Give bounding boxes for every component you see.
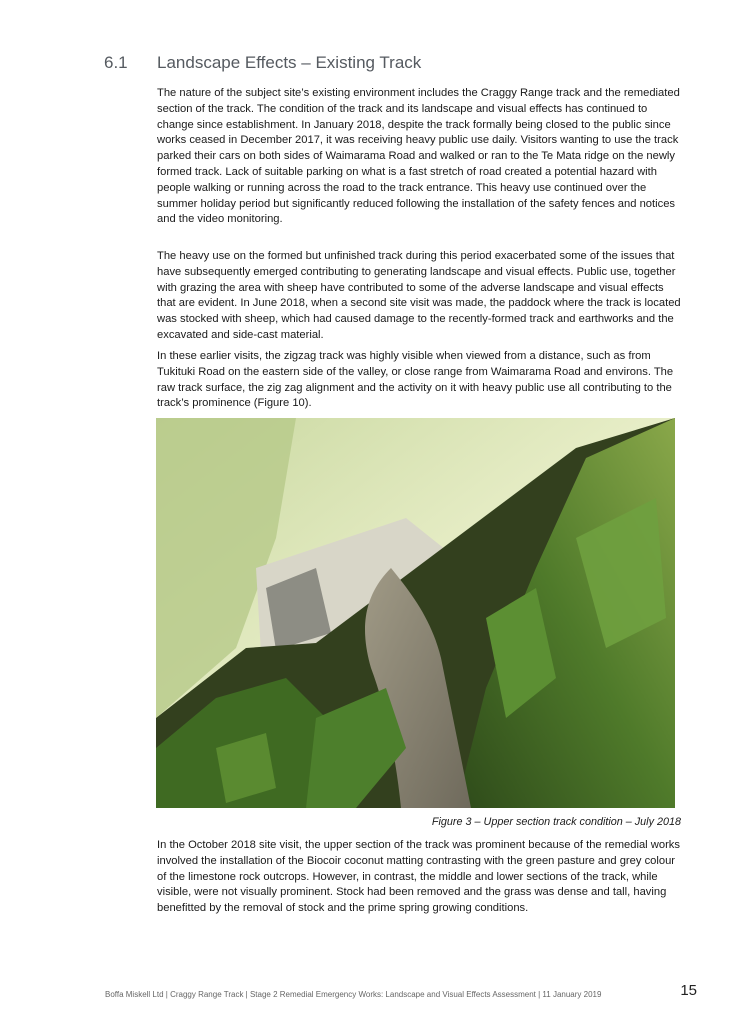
page-number: 15 [680,982,697,999]
section-number: 6.1 [104,53,128,72]
paragraph-1: The nature of the subject site’s existing environment includes the Craggy Range track and the remediated section of the track. The condition of the track and its landscape and visual effects has continued to change since establishment. In January 2018, despite the track formally being closed to the public since works ceased in December 2017, it was receiving heavy public use daily. Visitors wanting to use the track parked their cars on both sides of Waimarama Road and walked or ran to the Te Mata ridge on the newly formed track. Lack of suitable parking on what is a fast stretch of road created a potential hazard with people walking or running across the road to the track entrance. This heavy use continued over the summer holiday period but significantly reduced following the installation of the safety fences and notices and the video monitoring. [157,87,680,226]
paragraph-3: In these earlier visits, the zigzag track was highly visible when viewed from a distance, such as from Tukituki Road on the eastern side of the valley, or close range from Waimarama Road and environs. The raw track surface, the zig zag alignment and the activity on it with heavy public use all contributing to the track’s prominence (Figure 10). [157,350,674,410]
section-title: Landscape Effects – Existing Track [157,53,422,72]
section-heading [104,53,704,73]
paragraph-4: In the October 2018 site visit, the upper section of the track was prominent because of the remedial works involved the installation of the Biocoir coconut matting contrasting with the green pasture and grey colour of the limestone rock outcrops. However, in contrast, the middle and lower sections of the track, while visible, were not visually prominent. Stock had been removed and the grass was dense and tall, having benefitted by the removal of stock and the prime spring growing conditions. [157,839,680,915]
track-photo [156,418,675,808]
figure-caption: Figure 3 – Upper section track condition – July 2018 [431,816,681,828]
footer-text: Boffa Miskell Ltd | Craggy Range Track | Stage 2 Remedial Emergency Works: Landscape and Visual Effects Assessment | 11 January 2019 [105,990,602,999]
paragraph-2: The heavy use on the formed but unfinished track during this period exacerbated some of the issues that have subsequently emerged contributing to generating landscape and visual effects. Public use, together with grazing the area with sheep have contributed to some of the adverse landscape and visual effects that are evident. In June 2018, when a second site visit was made, the paddock where the track is located was stocked with sheep, which had caused damage to the recently-formed track and earthworks and the excavated and side-cast material. [157,250,681,341]
track-photo-illustration [156,418,675,808]
